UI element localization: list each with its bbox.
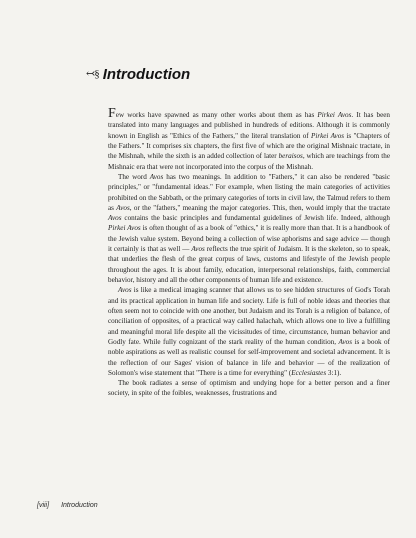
running-head: Introduction (61, 502, 98, 509)
paragraph-3 (108, 285, 390, 378)
text-run: . It has been translated into many languages and published in hundreds of editions. Although it is commonly known in English as "Ethics of the Fathers," the literal translation of (108, 111, 390, 140)
italic-run: beraisos (278, 152, 303, 161)
italic-run: Avos (338, 337, 352, 346)
italic-run: Avos (118, 286, 132, 295)
text-run: reflects the true spirit of Judaism. It is the skeleton, so to speak, that underlies the flesh of the great corpus of laws, customs and lifestyle of the Jewish people throughout the ages. It is about family, education, interpersonal relationships, faith, commercial behavior, history and all the other components of human life and existence. (108, 245, 391, 284)
chapter-heading (86, 66, 190, 83)
ornament-icon: ↢§ (86, 68, 99, 80)
italic-run: Avos (116, 203, 130, 212)
paragraph-4 (108, 378, 390, 399)
paragraph-2 (108, 172, 390, 285)
text-run: contains the basic principles and fundamental guidelines of Jewish life. Indeed, although (121, 214, 390, 223)
text-run: 3:1). (326, 368, 342, 377)
text-run: is like a medical imaging scanner that allows us to see hidden structures of God's Torah and its practical application in human life and society. Life is full of noble ideas and theories that often seem not to coincide with one another, but Judaism and its Torah is a religion of balance, of conciliation of opposites, of a practical way called halachah, which allows one to live a fulfilling and meaningful moral life despite all the vicissitudes of time, circumstance, human behavior and Godly fate. While fully cognizant of the stark reality of the human condition, (108, 286, 390, 346)
italic-run: Pirkei Avos (317, 111, 352, 119)
text-run: has two meanings. In addition to "Fathers," it can also be rendered "basic principles," or "fundamental ideas." For example, when listing the main categories of activities prohibited on the Sabbath, or the primary categories of torts in civil law, the Talmud refers to them as (108, 172, 390, 212)
body-text (108, 106, 391, 399)
paragraph-1 (108, 106, 391, 172)
text-run: ew works have spawned as many other works about them as has (115, 111, 318, 119)
text-run: The word (118, 172, 150, 181)
text-run: , or the "fathers," meaning the major categories. This, then, would imply that the tractate (129, 203, 390, 212)
chapter-title: Introduction (102, 66, 191, 83)
italic-run: Avos (191, 245, 205, 254)
drop-cap: F (108, 106, 116, 121)
italic-run: Avos (108, 214, 122, 223)
italic-run: Pirkei Avos (108, 224, 141, 233)
italic-run: Ecclesiastes (291, 368, 327, 377)
text-run: The book radiates a sense of optimism and undying hope for a better person and a finer society, in spite of the foibles, weaknesses, frustrations and (108, 379, 390, 398)
page-number: [viii] (37, 502, 50, 509)
text-run: is often thought of as a book of "ethics," it is really more than that. It is a handbook of the Jewish value system. Beyond being a collection of wise aphorisms and sage advice — though it certainly is that as well — (108, 224, 390, 254)
italic-run: Avos (149, 172, 164, 181)
page-footer (37, 502, 98, 509)
text-run: , which are teachings from the Mishnaic era that were not incorporated into the corpus of the Mishnah. (108, 152, 391, 171)
italic-run: Pirkei Avos (310, 131, 345, 140)
text-run: is a book of noble aspirations as well as realistic counsel for self-improvement and societal advancement. It is the reflection of our Sages' vision of balance in life and behavior — of the realization of Solomon's wise statement that "There is a time for everything" ( (108, 337, 390, 377)
text-run: is "Chapters of the Fathers." It comprises six chapters, the first five of which are the original Mishnaic tractate, in the Mishnah, while the sixth is an added collection of later (108, 131, 390, 161)
